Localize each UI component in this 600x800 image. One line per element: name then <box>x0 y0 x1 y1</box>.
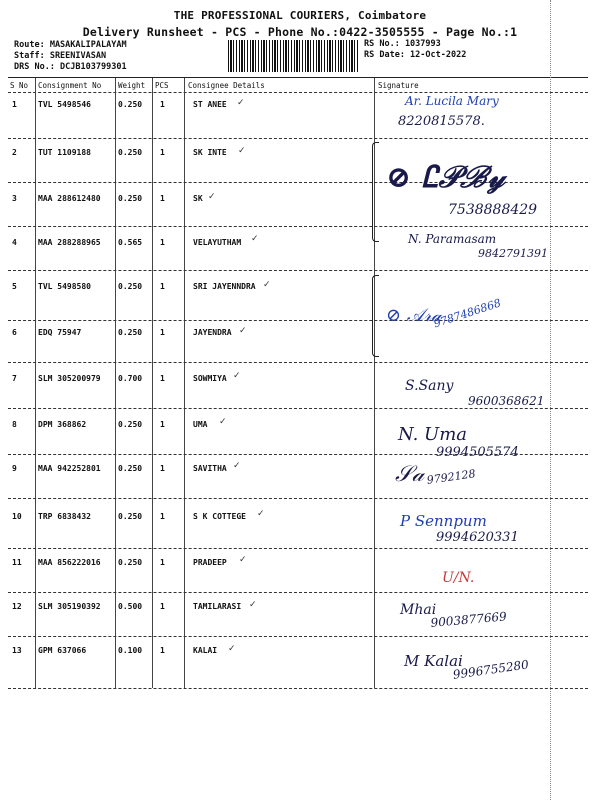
signature-9-scribble: 𝒮𝒶 <box>395 462 425 487</box>
row-sno: 5 <box>12 282 17 291</box>
row-weight: 0.250 <box>118 100 143 109</box>
check-mark-icon: ✓ <box>233 461 241 471</box>
row-divider <box>8 498 588 499</box>
row-consignment: TVL 5498580 <box>38 282 91 291</box>
row-consignment: GPM 637066 <box>38 646 87 655</box>
row-weight: 0.250 <box>118 512 143 521</box>
row-consignee: TAMILARASI <box>193 602 242 611</box>
check-mark-icon: ✓ <box>239 326 247 336</box>
row-pcs: 1 <box>160 646 165 655</box>
row-divider <box>8 320 588 321</box>
col-header-consignment: Consignment No <box>38 81 102 90</box>
row-sno: 7 <box>12 374 17 383</box>
row-weight: 0.500 <box>118 602 143 611</box>
row-consignee: ST ANEE <box>193 100 227 109</box>
check-mark-icon: ✓ <box>251 234 259 244</box>
row-weight: 0.250 <box>118 464 143 473</box>
row-sno: 6 <box>12 328 17 337</box>
row-sno: 2 <box>12 148 17 157</box>
row-consignee: KALAI <box>193 646 218 655</box>
check-mark-icon: ✓ <box>208 192 216 202</box>
row-consignment: SLM 305200979 <box>38 374 101 383</box>
drs-number: DRS No.: DCJB103799301 <box>14 62 127 72</box>
signature-12-name: Mhai <box>400 602 437 618</box>
row-consignment: TVL 5498546 <box>38 100 91 109</box>
row-weight: 0.565 <box>118 238 143 247</box>
signature-2-scribble: ⊘ Ꮭ𝒫ℬ𝓎 <box>386 160 506 195</box>
row-pcs: 1 <box>160 148 165 157</box>
row-sno: 9 <box>12 464 17 473</box>
row-divider <box>8 362 588 363</box>
signature-9-phone: 9792128 <box>426 467 477 487</box>
row-sno: 1 <box>12 100 17 109</box>
row-divider <box>8 270 588 271</box>
signature-10-name: P Sennpum <box>400 512 487 530</box>
row-consignment: SLM 305190392 <box>38 602 101 611</box>
signature-11-mark: U/N. <box>442 570 475 586</box>
col-divider <box>115 78 116 688</box>
col-divider <box>184 78 185 688</box>
row-sno: 13 <box>12 646 22 655</box>
signature-10-phone: 9994620331 <box>436 530 519 545</box>
rs-date: RS Date: 12-Oct-2022 <box>364 50 467 60</box>
row-weight: 0.700 <box>118 374 143 383</box>
row-weight: 0.250 <box>118 282 143 291</box>
check-mark-icon: ✓ <box>263 280 271 290</box>
row-consignment: MAA 288612480 <box>38 194 101 203</box>
row-weight: 0.250 <box>118 558 143 567</box>
signature-7-name: S.Sany <box>405 378 454 394</box>
row-pcs: 1 <box>160 100 165 109</box>
check-mark-icon: ✓ <box>237 98 245 108</box>
signature-1-name: Ar. Lucila Mary <box>405 94 499 108</box>
check-mark-icon: ✓ <box>228 644 236 654</box>
row-consignee: VELAYUTHAM <box>193 238 242 247</box>
barcode-image <box>228 40 358 72</box>
row-sno: 3 <box>12 194 17 203</box>
handwritten-bracket <box>372 142 379 242</box>
rs-number: RS No.: 1037993 <box>364 39 441 49</box>
row-pcs: 1 <box>160 464 165 473</box>
row-pcs: 1 <box>160 194 165 203</box>
row-weight: 0.100 <box>118 646 143 655</box>
row-consignment: MAA 288288965 <box>38 238 101 247</box>
row-consignment: TUT 1109188 <box>38 148 91 157</box>
row-weight: 0.250 <box>118 148 143 157</box>
row-pcs: 1 <box>160 238 165 247</box>
row-consignee: JAYENDRA <box>193 328 232 337</box>
table-bottom-border <box>8 688 588 689</box>
signature-4-name: N. Paramasam <box>408 232 497 246</box>
row-weight: 0.250 <box>118 194 143 203</box>
check-mark-icon: ✓ <box>233 371 241 381</box>
check-mark-icon: ✓ <box>249 600 257 610</box>
col-divider <box>152 78 153 688</box>
row-divider <box>8 548 588 549</box>
runsheet-subtitle: Delivery Runsheet - PCS - Phone No.:0422-3505555 - Page No.:1 <box>82 25 518 39</box>
staff-label: Staff: SREENIVASAN <box>14 51 107 61</box>
row-sno: 4 <box>12 238 17 247</box>
row-consignee: UMA <box>193 420 208 429</box>
row-consignee: S K COTTEGE <box>193 512 246 521</box>
row-consignment: TRP 6838432 <box>38 512 91 521</box>
check-mark-icon: ✓ <box>239 555 247 565</box>
table-top-border <box>8 77 588 78</box>
signature-5-scribble: ⊘ 𝒜𝓇𝒶 <box>386 305 442 326</box>
check-mark-icon: ✓ <box>219 417 227 427</box>
company-title: THE PROFESSIONAL COURIERS, Coimbatore <box>173 9 427 22</box>
row-weight: 0.250 <box>118 328 143 337</box>
row-divider <box>8 636 588 637</box>
row-consignee: SOWMIYA <box>193 374 227 383</box>
row-pcs: 1 <box>160 602 165 611</box>
check-mark-icon: ✓ <box>238 146 246 156</box>
row-sno: 8 <box>12 420 17 429</box>
row-consignee: SRI JAYENNDRA <box>193 282 256 291</box>
col-header-sno: S No <box>10 81 29 90</box>
signature-8-phone: 9994505574 <box>436 445 519 460</box>
signature-2-phone: 7538888429 <box>448 202 538 218</box>
col-header-weight: Weight <box>118 81 146 90</box>
row-consignee: PRADEEP <box>193 558 227 567</box>
col-header-signature: Signature <box>378 81 419 90</box>
row-divider <box>8 592 588 593</box>
scan-edge <box>550 0 551 800</box>
row-pcs: 1 <box>160 282 165 291</box>
row-pcs: 1 <box>160 374 165 383</box>
col-divider <box>35 78 36 688</box>
signature-7-phone: 9600368621 <box>468 394 545 408</box>
row-sno: 10 <box>12 512 22 521</box>
row-pcs: 1 <box>160 328 165 337</box>
signature-5-phone: 9787486868 <box>432 296 503 331</box>
signature-1-phone: 8220815578. <box>398 114 485 129</box>
row-consignment: EDQ 75947 <box>38 328 82 337</box>
signature-13-name: M Kalai <box>404 652 463 670</box>
row-pcs: 1 <box>160 512 165 521</box>
col-header-pcs: PCS <box>155 81 169 90</box>
header-divider <box>8 92 588 93</box>
row-consignment: MAA 856222016 <box>38 558 101 567</box>
check-mark-icon: ✓ <box>257 509 265 519</box>
signature-4-phone: 9842791391 <box>478 247 548 260</box>
signature-12-phone: 9003877669 <box>430 609 508 630</box>
row-divider <box>8 408 588 409</box>
row-pcs: 1 <box>160 558 165 567</box>
row-consignment: MAA 942252801 <box>38 464 101 473</box>
row-divider <box>8 226 588 227</box>
row-weight: 0.250 <box>118 420 143 429</box>
col-header-consignee: Consignee Details <box>188 81 265 90</box>
signature-13-phone: 9996755280 <box>452 657 530 682</box>
row-sno: 12 <box>12 602 22 611</box>
row-sno: 11 <box>12 558 22 567</box>
row-divider <box>8 138 588 139</box>
row-consignee: SK INTE <box>193 148 227 157</box>
handwritten-bracket <box>372 275 379 357</box>
row-consignment: DPM 368862 <box>38 420 87 429</box>
signature-8-name: N. Uma <box>398 424 468 445</box>
row-consignee: SK <box>193 194 203 203</box>
row-consignee: SAVITHA <box>193 464 227 473</box>
row-pcs: 1 <box>160 420 165 429</box>
route-label: Route: MASAKALIPALAYAM <box>14 40 127 50</box>
